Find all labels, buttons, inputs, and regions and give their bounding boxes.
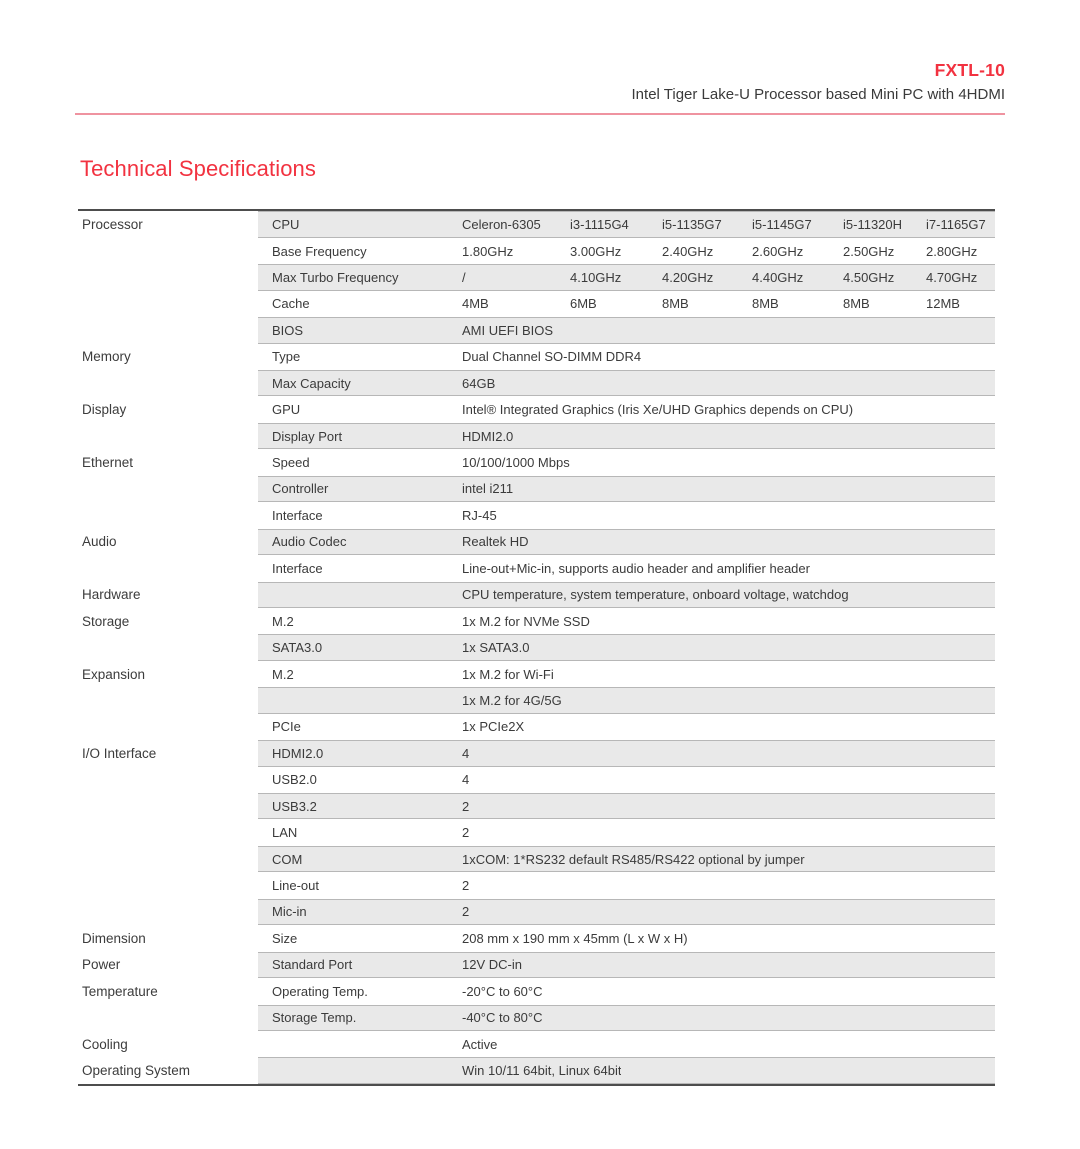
header-divider (75, 113, 1005, 115)
value-cell: 1x SATA3.0 (462, 640, 530, 656)
value-cell: 4MB (462, 296, 489, 312)
table-row (78, 529, 995, 555)
value-cell: 1x PCIe2X (462, 719, 525, 735)
table-row (78, 344, 995, 370)
attribute-cell: Display Port (272, 428, 343, 444)
value-cell: RJ-45 (462, 507, 497, 523)
table-row (78, 555, 995, 581)
table-row (78, 925, 995, 951)
table-row (78, 978, 995, 1004)
value-cell: 10/100/1000 Mbps (462, 455, 570, 471)
table-row (78, 291, 995, 317)
table-row (78, 449, 995, 475)
value-cell: 4.10GHz (570, 269, 622, 285)
category-cell: Cooling (78, 1031, 258, 1057)
value-cell: 1x M.2 for NVMe SSD (462, 613, 590, 629)
row-stripe (258, 1057, 995, 1083)
value-cell: 6MB (570, 296, 597, 312)
row-stripe (258, 714, 995, 740)
category-cell (78, 476, 258, 502)
category-cell: Expansion (78, 661, 258, 687)
table-row (78, 211, 995, 237)
table-row (78, 714, 995, 740)
product-subtitle: Intel Tiger Lake-U Processor based Mini PC with 4HDMI (631, 85, 1005, 103)
row-stripe (258, 370, 995, 396)
value-cell: i7-1165G7 (926, 217, 986, 233)
value-cell: 4.50GHz (843, 269, 895, 285)
value-cell: 4 (462, 745, 470, 761)
row-stripe (258, 978, 995, 1004)
category-cell (78, 291, 258, 317)
value-cell: intel i211 (462, 481, 514, 497)
value-cell: / (462, 269, 466, 285)
value-cells (462, 376, 995, 391)
value-cell: 8MB (662, 296, 689, 312)
row-stripe (258, 555, 995, 581)
row-stripe (258, 396, 995, 422)
value-cell: Line-out+Mic-in, supports audio header and amplifier header (462, 560, 810, 576)
value-cell: i3-1115G4 (570, 217, 629, 233)
value-cells (462, 323, 995, 338)
value-cells (462, 508, 995, 523)
row-stripe (258, 238, 995, 264)
value-cell: i5-1135G7 (662, 217, 722, 233)
table-row (78, 317, 995, 343)
table-row (78, 1005, 995, 1031)
value-cells (462, 640, 995, 655)
row-stripe (258, 740, 995, 766)
value-cells (462, 852, 995, 867)
attribute-cell: Max Turbo Frequency (272, 269, 399, 285)
row-stripe (258, 819, 995, 845)
value-cell: -40°C to 80°C (462, 1010, 543, 1026)
value-cell: Dual Channel SO-DIMM DDR4 (462, 349, 642, 365)
value-cells (462, 1063, 995, 1078)
value-cells (462, 746, 995, 761)
category-cell (78, 238, 258, 264)
row-stripe (258, 502, 995, 528)
row-stripe (258, 317, 995, 343)
value-cell: -20°C to 60°C (462, 983, 543, 999)
value-cell: 2 (462, 878, 470, 894)
category-cell (78, 687, 258, 713)
value-cells (462, 878, 995, 893)
category-cell: Storage (78, 608, 258, 634)
table-row (78, 793, 995, 819)
value-cell: 1xCOM: 1*RS232 default RS485/RS422 optional by jumper (462, 851, 805, 867)
row-stripe (258, 661, 995, 687)
table-row (78, 634, 995, 660)
row-stripe (258, 793, 995, 819)
row-stripe (258, 529, 995, 555)
table-row (78, 872, 995, 898)
value-cell: 208 mm x 190 mm x 45mm (L x W x H) (462, 930, 688, 946)
row-stripe (258, 925, 995, 951)
row-stripe (258, 211, 995, 237)
value-cells (462, 244, 995, 259)
value-cell: CPU temperature, system temperature, onboard voltage, watchdog (462, 587, 849, 603)
category-cell (78, 264, 258, 290)
value-cell: 12V DC-in (462, 957, 522, 973)
category-cell: Processor (78, 211, 258, 237)
attribute-cell: Base Frequency (272, 243, 367, 259)
attribute-cell: M.2 (272, 613, 294, 629)
category-cell (78, 634, 258, 660)
category-cell: Audio (78, 529, 258, 555)
value-cells (462, 481, 995, 496)
table-row (78, 846, 995, 872)
value-cell: 1x M.2 for Wi-Fi (462, 666, 554, 682)
value-cell: i5-11320H (843, 217, 903, 233)
category-cell: Power (78, 952, 258, 978)
value-cells (462, 217, 995, 232)
value-cell: 2 (462, 904, 470, 920)
value-cell: i5-1145G7 (752, 217, 812, 233)
category-cell: Display (78, 396, 258, 422)
attribute-cell: Line-out (272, 878, 319, 894)
value-cells (462, 270, 995, 285)
value-cells (462, 1010, 995, 1025)
table-row (78, 582, 995, 608)
value-cell: Celeron-6305 (462, 217, 541, 233)
value-cell: 8MB (752, 296, 779, 312)
attribute-cell: BIOS (272, 322, 304, 338)
table-row (78, 238, 995, 264)
value-cell: 1x M.2 for 4G/5G (462, 692, 562, 708)
row-stripe (258, 476, 995, 502)
value-cells (462, 296, 995, 311)
category-cell (78, 899, 258, 925)
value-cell: Realtek HD (462, 534, 529, 550)
table-row (78, 608, 995, 634)
table-row (78, 740, 995, 766)
row-stripe (258, 344, 995, 370)
row-stripe (258, 423, 995, 449)
attribute-cell: Mic-in (272, 904, 307, 920)
value-cells (462, 772, 995, 787)
category-cell (78, 423, 258, 449)
attribute-cell: Operating Temp. (272, 983, 368, 999)
attribute-cell: Controller (272, 481, 329, 497)
attribute-cell: PCIe (272, 719, 301, 735)
attribute-cell: Size (272, 930, 298, 946)
value-cells (462, 931, 995, 946)
table-row (78, 952, 995, 978)
category-cell (78, 819, 258, 845)
table-row (78, 819, 995, 845)
value-cells (462, 825, 995, 840)
attribute-cell: GPU (272, 402, 301, 418)
attribute-cell: USB3.2 (272, 798, 317, 814)
category-cell (78, 502, 258, 528)
row-stripe (258, 1031, 995, 1057)
value-cell: 8MB (843, 296, 870, 312)
attribute-cell: Type (272, 349, 301, 365)
category-cell (78, 793, 258, 819)
value-cells (462, 667, 995, 682)
row-stripe (258, 952, 995, 978)
category-cell: Hardware (78, 582, 258, 608)
value-cells (462, 402, 995, 417)
row-stripe (258, 608, 995, 634)
category-cell (78, 317, 258, 343)
table-row (78, 502, 995, 528)
attribute-cell: HDMI2.0 (272, 745, 324, 761)
category-cell (78, 714, 258, 740)
table-row (78, 1031, 995, 1057)
attribute-cell: Interface (272, 507, 323, 523)
table-row (78, 396, 995, 422)
value-cells (462, 349, 995, 364)
category-cell: Operating System (78, 1057, 258, 1083)
category-cell (78, 872, 258, 898)
value-cells (462, 455, 995, 470)
value-cell: 1.80GHz (462, 243, 514, 259)
row-stripe (258, 899, 995, 925)
table-row (78, 661, 995, 687)
row-stripe (258, 449, 995, 475)
attribute-cell: Speed (272, 455, 310, 471)
spec-table (78, 209, 995, 1085)
attribute-cell: Storage Temp. (272, 1010, 357, 1026)
attribute-cell: Cache (272, 296, 310, 312)
value-cell: Active (462, 1036, 498, 1052)
row-stripe (258, 767, 995, 793)
attribute-cell: Standard Port (272, 957, 353, 973)
value-cell: 4.20GHz (662, 269, 714, 285)
document-header (0, 0, 1005, 106)
row-stripe (258, 582, 995, 608)
table-row (78, 370, 995, 396)
value-cell: 2.40GHz (662, 243, 714, 259)
value-cells (462, 587, 995, 602)
attribute-cell: Max Capacity (272, 375, 351, 391)
value-cell: 3.00GHz (570, 243, 622, 259)
category-cell: Dimension (78, 925, 258, 951)
value-cell: 64GB (462, 375, 496, 391)
row-stripe (258, 846, 995, 872)
category-cell (78, 555, 258, 581)
value-cells (462, 561, 995, 576)
attribute-cell: Audio Codec (272, 534, 347, 550)
category-cell (78, 767, 258, 793)
table-row (78, 687, 995, 713)
table-row (78, 899, 995, 925)
value-cells (462, 799, 995, 814)
category-cell: Temperature (78, 978, 258, 1004)
row-stripe (258, 634, 995, 660)
value-cell: 2.80GHz (926, 243, 978, 259)
table-row (78, 1057, 995, 1083)
value-cell: 2.50GHz (843, 243, 895, 259)
value-cell: 12MB (926, 296, 960, 312)
table-row (78, 423, 995, 449)
attribute-cell: COM (272, 851, 303, 867)
table-row (78, 264, 995, 290)
value-cells (462, 904, 995, 919)
category-cell: Memory (78, 344, 258, 370)
value-cells (462, 429, 995, 444)
section-title: Technical Specifications (80, 156, 316, 182)
category-cell (78, 1005, 258, 1031)
row-stripe (258, 291, 995, 317)
value-cell: 4 (462, 772, 470, 788)
value-cell: Win 10/11 64bit, Linux 64bit (462, 1063, 622, 1079)
value-cells (462, 534, 995, 549)
row-stripe (258, 1005, 995, 1031)
attribute-cell: CPU (272, 217, 300, 233)
value-cells (462, 614, 995, 629)
product-model: FXTL-10 (934, 60, 1005, 80)
value-cell: AMI UEFI BIOS (462, 322, 554, 338)
value-cells (462, 1037, 995, 1052)
value-cell: Intel® Integrated Graphics (Iris Xe/UHD Graphics depends on CPU) (462, 402, 854, 418)
value-cell: 2 (462, 798, 470, 814)
attribute-cell: LAN (272, 825, 298, 841)
value-cell: HDMI2.0 (462, 428, 514, 444)
table-row (78, 767, 995, 793)
attribute-cell: M.2 (272, 666, 294, 682)
category-cell (78, 846, 258, 872)
value-cells (462, 719, 995, 734)
attribute-cell: SATA3.0 (272, 640, 323, 656)
value-cell: 2 (462, 825, 470, 841)
value-cell: 4.70GHz (926, 269, 978, 285)
value-cell: 2.60GHz (752, 243, 804, 259)
row-stripe (258, 687, 995, 713)
value-cells (462, 957, 995, 972)
attribute-cell: Interface (272, 560, 323, 576)
category-cell (78, 370, 258, 396)
row-stripe (258, 264, 995, 290)
attribute-cell: USB2.0 (272, 772, 317, 788)
category-cell: Ethernet (78, 449, 258, 475)
value-cells (462, 984, 995, 999)
table-row (78, 476, 995, 502)
value-cells (462, 693, 995, 708)
value-cell: 4.40GHz (752, 269, 804, 285)
row-stripe (258, 872, 995, 898)
category-cell: I/O Interface (78, 740, 258, 766)
